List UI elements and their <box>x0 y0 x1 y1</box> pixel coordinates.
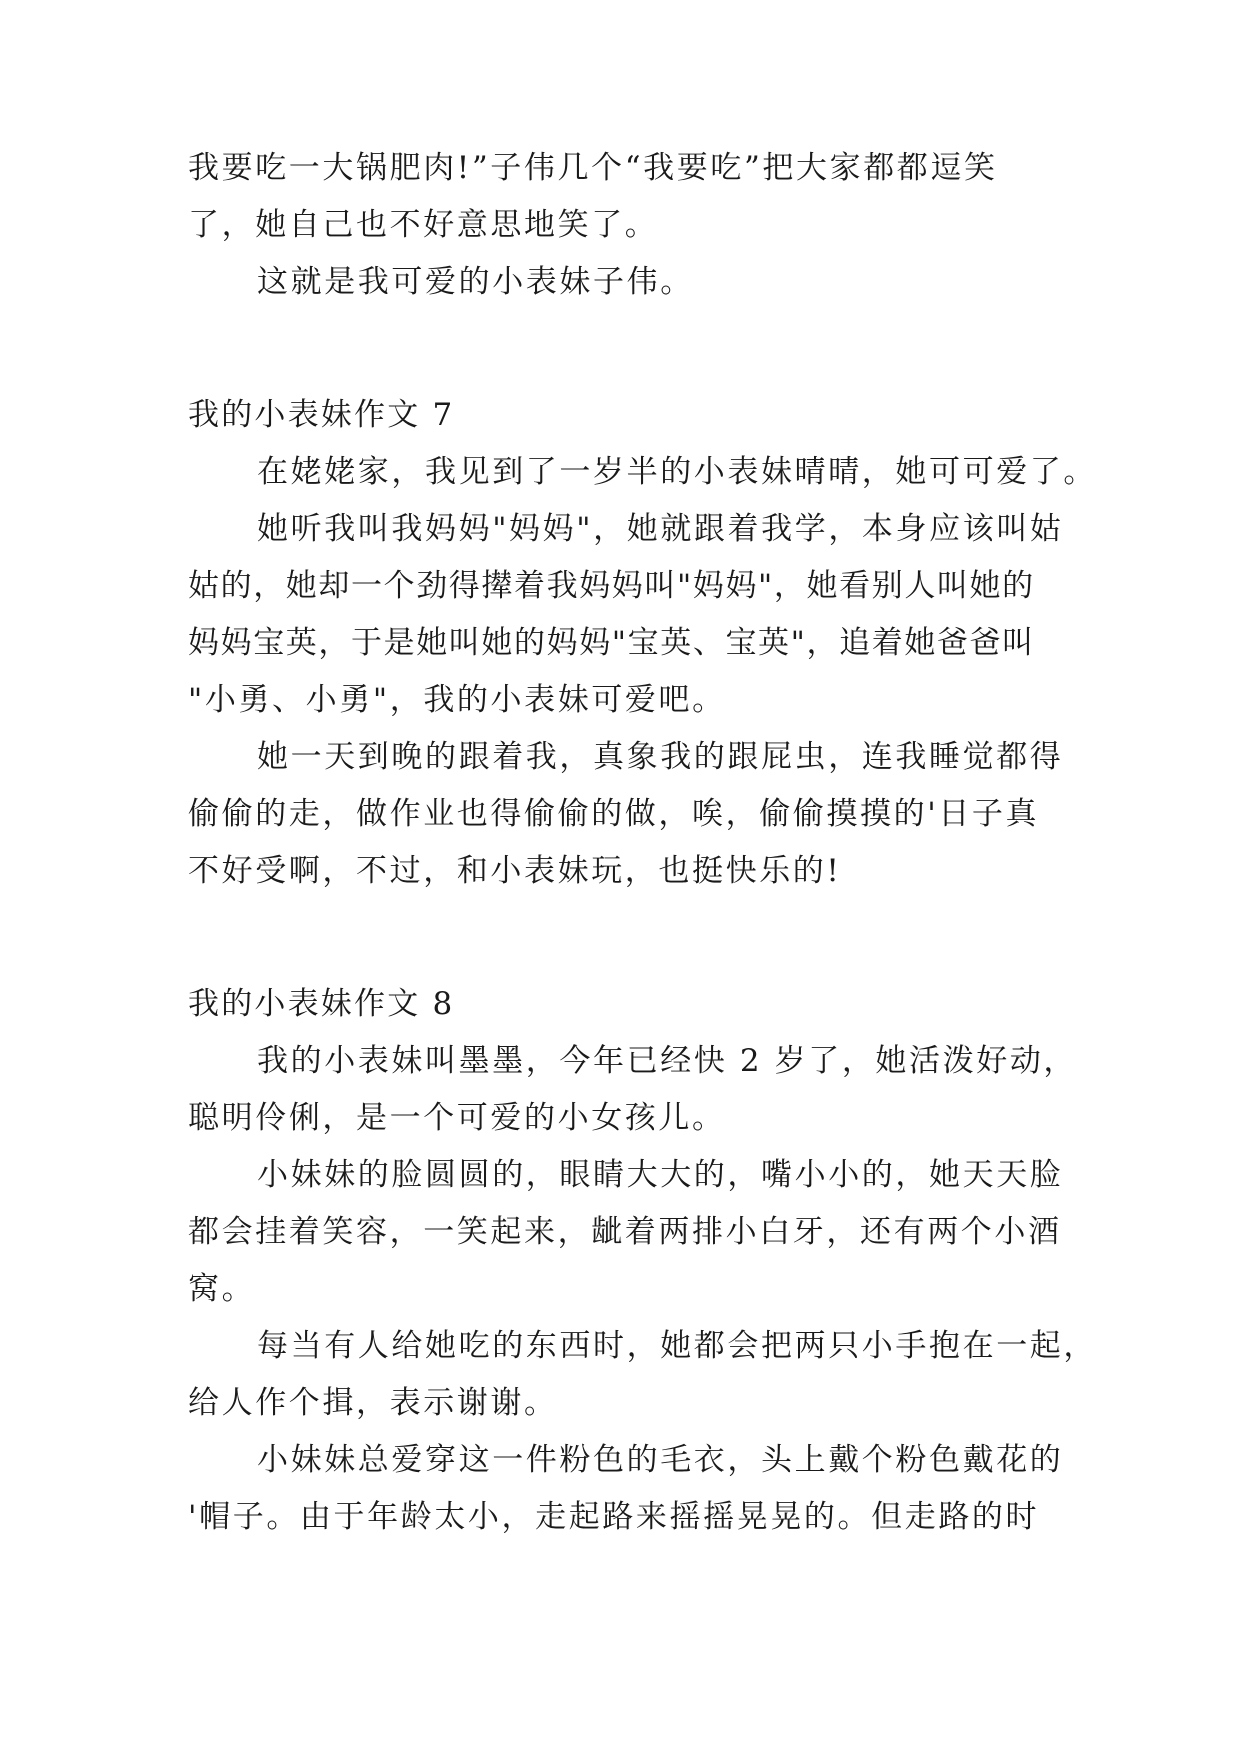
paragraph-line: 小妹妹总爱穿这一件粉色的毛衣，头上戴个粉色戴花的 <box>257 1442 1064 1478</box>
paragraph-line: '帽子。由于年龄太小，走起路来摇摇晃晃的。但走路的时 <box>188 1499 1040 1535</box>
section-heading: 我的小表妹作文 7 <box>188 397 455 433</box>
paragraph-line: 妈妈宝英，于是她叫她的妈妈"宝英、宝英"，追着她爸爸叫 <box>188 625 1035 661</box>
paragraph-line: 她听我叫我妈妈"妈妈"，她就跟着我学，本身应该叫姑 <box>257 511 1064 547</box>
paragraph-line: 我的小表妹叫墨墨，今年已经快 2 岁了，她活泼好动， <box>257 1043 1078 1079</box>
paragraph-line: 都会挂着笑容，一笑起来，龇着两排小白牙，还有两个小酒 <box>188 1214 1062 1250</box>
paragraph-line: "小勇、小勇"，我的小表妹可爱吧。 <box>188 682 726 718</box>
paragraph-line: 了，她自己也不好意思地笑了。 <box>188 207 659 243</box>
paragraph-line: 小妹妹的脸圆圆的，眼睛大大的，嘴小小的，她天天脸 <box>257 1157 1064 1193</box>
paragraph-line: 给人作个揖，表示谢谢。 <box>188 1385 558 1421</box>
paragraph-line: 每当有人给她吃的东西时，她都会把两只小手抱在一起， <box>257 1328 1097 1364</box>
paragraph-line: 窝。 <box>188 1271 256 1307</box>
paragraph-line: 聪明伶俐，是一个可爱的小女孩儿。 <box>188 1100 726 1136</box>
paragraph-line: 偷偷的走，做作业也得偷偷的做，唉，偷偷摸摸的'日子真 <box>188 796 1040 832</box>
paragraph-line: 这就是我可爱的小表妹子伟。 <box>257 264 694 300</box>
section-heading: 我的小表妹作文 8 <box>188 986 455 1022</box>
paragraph-line: 姑的，她却一个劲得撵着我妈妈叫"妈妈"，她看别人叫她的 <box>188 568 1035 604</box>
paragraph-line: 她一天到晚的跟着我，真象我的跟屁虫，连我睡觉都得 <box>257 739 1064 775</box>
paragraph-line: 在姥姥家，我见到了一岁半的小表妹晴晴，她可可爱了。 <box>257 454 1097 490</box>
paragraph-line: 我要吃一大锅肥肉!”子伟几个“我要吃”把大家都都逗笑 <box>188 150 998 186</box>
paragraph-line: 不好受啊，不过，和小表妹玩，也挺快乐的! <box>188 853 842 889</box>
